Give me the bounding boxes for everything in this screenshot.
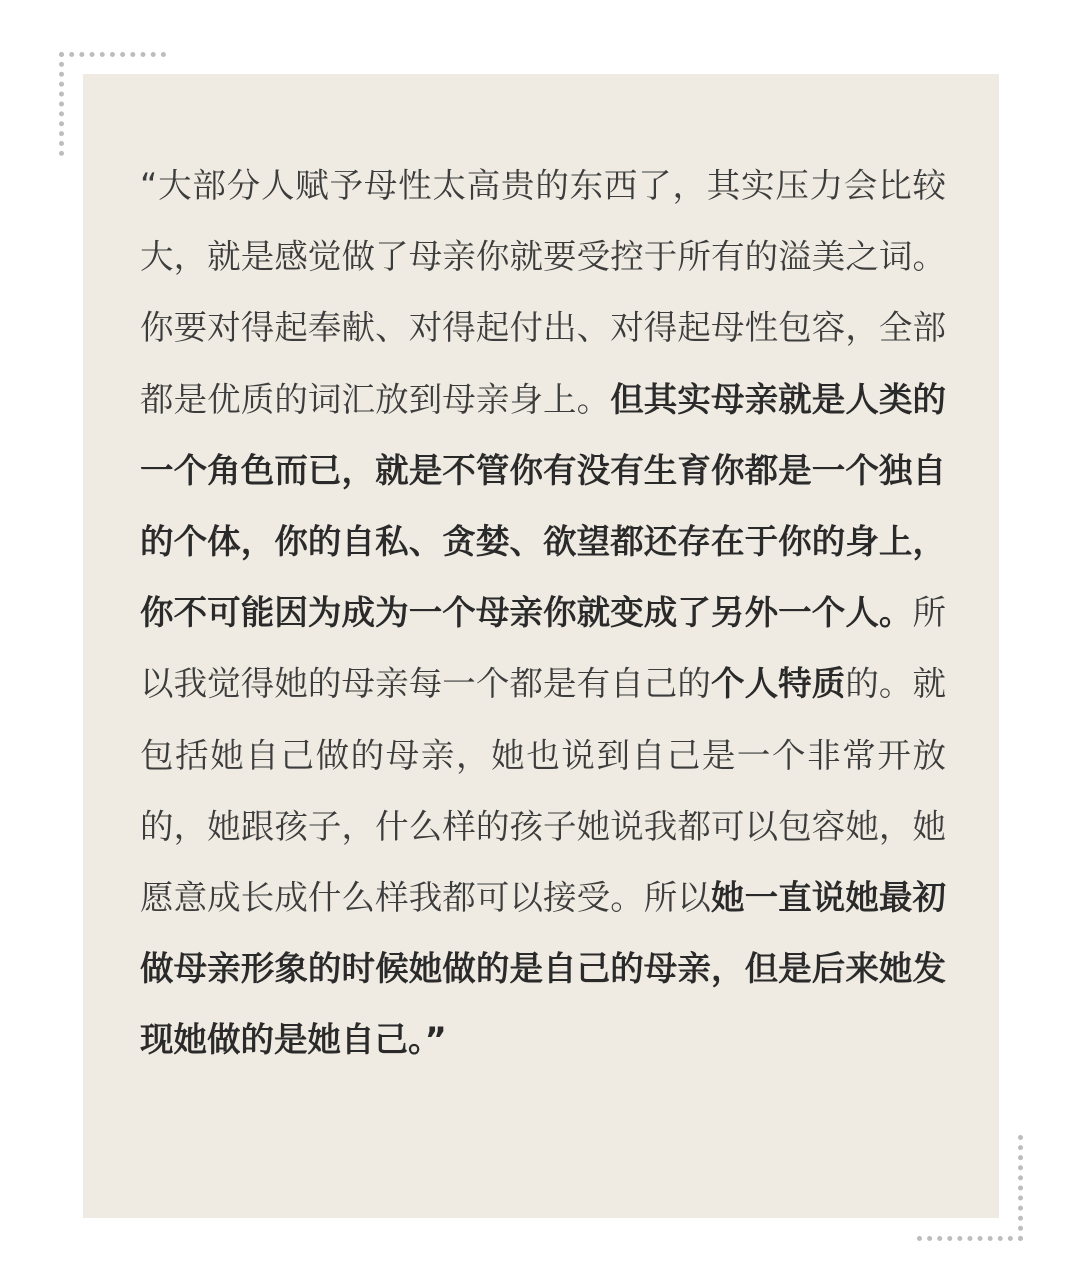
- quote-segment-4-bold: 个人特质: [710, 664, 846, 704]
- quote-segment-2-bold: 但其实母亲就是人类的一个角色而已，就是不管你有没有生育你都是一个独自的个体，你的自私、贪婪、欲望都还存在于你的身上，你不可能因为成为一个母亲你就变成了另外一个人。: [140, 379, 947, 633]
- quote-text: [140, 150, 946, 1076]
- quote-segment-3: 所以我觉得她的母亲每一个都是有自己的: [140, 593, 946, 704]
- quote-card: [83, 74, 999, 1218]
- quote-segment-6-bold: 她一直说她最初做母亲形象的时候她做的是自己的母亲，但是后来她发现她做的是她自己。”: [140, 878, 947, 1060]
- quote-segment-1: “大部分人赋予母性太高贵的东西了，其实压力会比较大，就是感觉做了母亲你就要受控于所有的溢美之词。你要对得起奉献、对得起付出、对得起母性包容，全部都是优质的词汇放到母亲身上。: [140, 166, 946, 419]
- quote-segment-5: 的。就包括她自己做的母亲，她也说到自己是一个非常开放的，她跟孩子，什么样的孩子她说我都可以包容她，她愿意成长成什么样我都可以接受。所以: [140, 664, 947, 918]
